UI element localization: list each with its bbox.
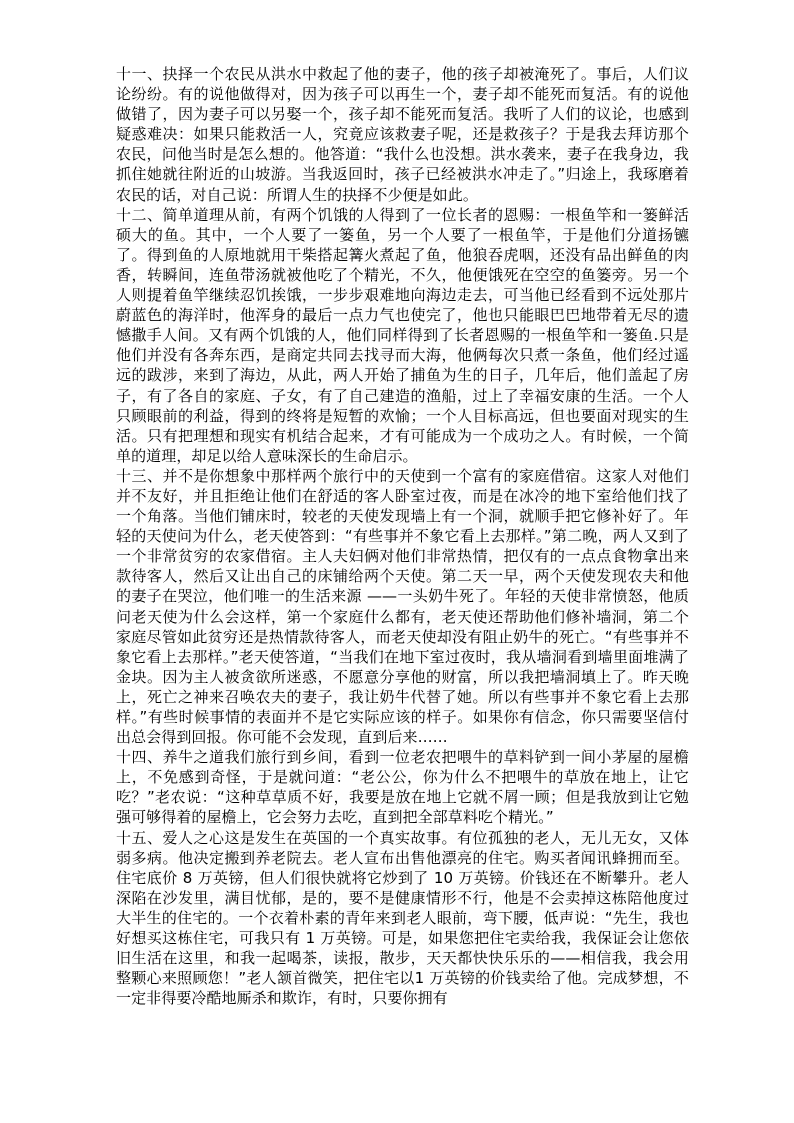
paragraph-eleven-choice: 十一、抉择一个农民从洪水中救起了他的妻子，他的孩子却被淹死了。事后，人们议论纷纷。有的说他做得对，因为孩子可以再生一个，妻子却不能死而复活。有的说他做错了，因为妻子可以另娶一个，孩子却不能死而复活。我听了人们的议论，也感到疑惑难决：如果只能救活一人，究竟应该救妻子呢，还是救孩子？于是我去拜访那个农民，问他当时是怎么想的。他答道：“我什么也没想。洪水袭来，妻子在我身边，我抓住她就往附近的山坡游。当我返回时，孩子已经被洪水冲走了。”归途上，我琢磨着农民的话，对自己说：所谓人生的抉择不少便是如此。 (116, 65, 689, 204)
paragraph-twelve-simple-truth: 十二、简单道理从前，有两个饥饿的人得到了一位长者的恩赐：一根鱼竿和一篓鲜活硕大的鱼。其中，一个人要了一篓鱼，另一个人要了一根鱼竿，于是他们分道扬镳了。得到鱼的人原地就用干柴搭起篝火煮起了鱼，他狼吞虎咽，还没有品出鲜鱼的肉香，转瞬间，连鱼带汤就被他吃了个精光，不久，他便饿死在空空的鱼篓旁。另一个人则提着鱼竿继续忍饥挨饿，一步步艰难地向海边走去，可当他已经看到不远处那片蔚蓝色的海洋时，他浑身的最后一点力气也使完了，他也只能眼巴巴地带着无尽的遗憾撒手人间。又有两个饥饿的人，他们同样得到了长者恩赐的一根鱼竿和一篓鱼.只是他们并没有各奔东西，是商定共同去找寻而大海，他俩每次只煮一条鱼，他们经过遥远的跋涉，来到了海边，从此，两人开始了捕鱼为生的日子，几年后，他们盖起了房子，有了各自的家庭、子女，有了自己建造的渔船，过上了幸福安康的生活。一个人只顾眼前的利益，得到的终将是短暂的欢愉；一个人目标高远，但也要面对现实的生活。只有把理想和现实有机结合起来，才有可能成为一个成功之人。有时候，一个简单的道理，却足以给人意味深长的生命启示。 (116, 205, 689, 465)
paragraph-fifteen-loving-heart: 十五、爱人之心这是发生在英国的一个真实故事。有位孤独的老人，无儿无女，又体弱多病。他决定搬到养老院去。老人宣布出售他漂亮的住宅。购买者闻讯蜂拥而至。住宅底价 8 万英镑，但人们很快就将它炒到了 10 万英镑。价钱还在不断攀升。老人深陷在沙发里，满目忧郁，是的，要不是健康情形不行，他是不会卖掉这栋陪他度过大半生的住宅的。一个衣着朴素的青年来到老人眼前，弯下腰，低声说：“先生，我也好想买这栋住宅，可我只有 1 万英镑。可是，如果您把住宅卖给我，我保证会让您依旧生活在这里，和我一起喝茶，读报，散步，天天都快快乐乐的——相信我，我会用整颗心来照顾您！”老人颔首微笑，把住宅以1 万英镑的价钱卖给了他。完成梦想，不一定非得要冷酷地厮杀和欺诈，有时，只要你拥有 (116, 828, 689, 1008)
paragraph-fourteen-cattle-raising: 十四、养牛之道我们旅行到乡间，看到一位老农把喂牛的草料铲到一间小茅屋的屋檐上，不免感到奇怪，于是就问道：“老公公，你为什么不把喂牛的草放在地上，让它吃？”老农说：“这种草草质不好，我要是放在地上它就不屑一顾；但是我放到让它勉强可够得着的屋檐上，它会努力去吃，直到把全部草料吃个精光。” (116, 748, 689, 827)
document-page (116, 64, 689, 1008)
paragraph-thirteen-not-what-it-seems: 十三、并不是你想象中那样两个旅行中的天使到一个富有的家庭借宿。这家人对他们并不友好，并且拒绝让他们在舒适的客人卧室过夜，而是在冰冷的地下室给他们找了一个角落。当他们铺床时，较老的天使发现墙上有一个洞，就顺手把它修补好了。年轻的天使问为什么，老天使答到：“有些事并不象它看上去那样。”第二晚，两人又到了一个非常贫穷的农家借宿。主人夫妇俩对他们非常热情，把仅有的一点点食物拿出来款待客人，然后又让出自己的床铺给两个天使。第二天一早，两个天使发现农夫和他的妻子在哭泣，他们唯一的生活来源 ——一头奶牛死了。年轻的天使非常愤怒，他质问老天使为什么会这样，第一个家庭什么都有，老天使还帮助他们修补墙洞，第二个家庭尽管如此贫穷还是热情款待客人，而老天使却没有阻止奶牛的死亡。“有些事并不象它看上去那样。”老天使答道，“当我们在地下室过夜时，我从墙洞看到墙里面堆满了金块。因为主人被贪欲所迷惑，不愿意分享他的财富，所以我把墙洞填上了。昨天晚上，死亡之神来召唤农夫的妻子，我让奶牛代替了她。所以有些事并不象它看上去那样。”有些时候事情的表面并不是它实际应该的样子。如果你有信念，你只需要坚信付出总会得到回报。你可能不会发现，直到后来…… (116, 466, 689, 747)
